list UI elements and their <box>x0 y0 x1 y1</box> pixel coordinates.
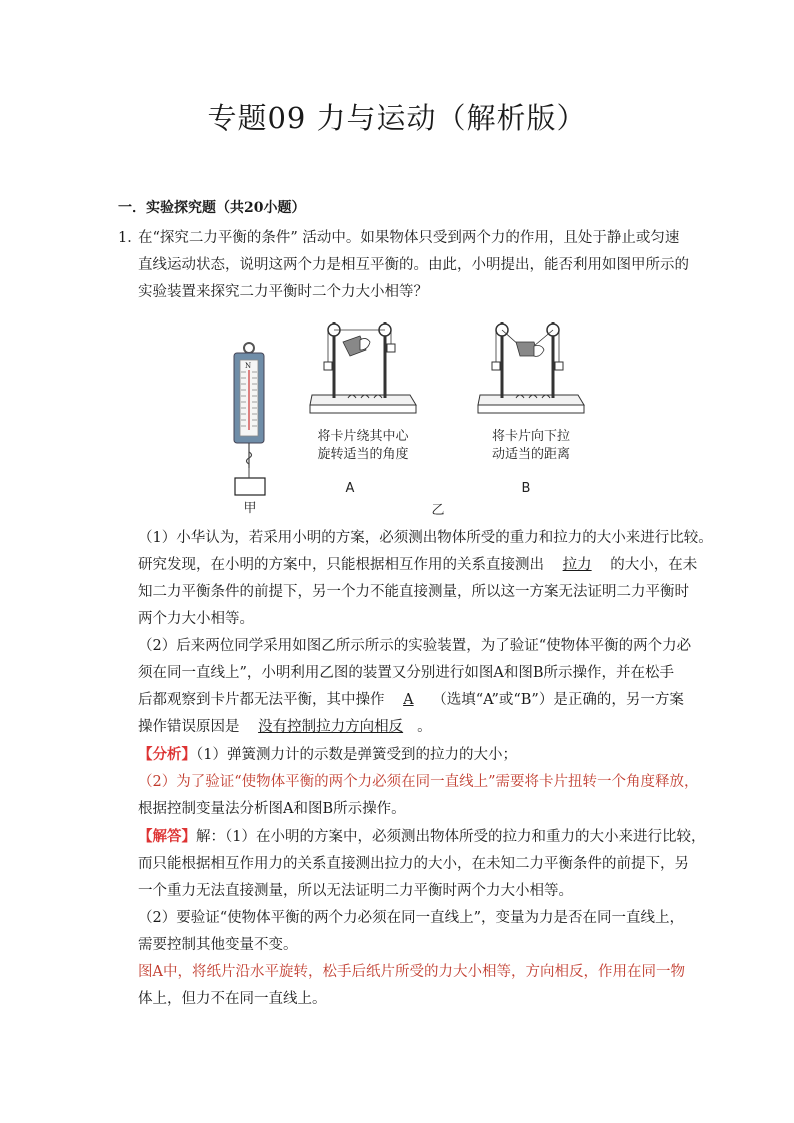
caption-b-line-1: 将卡片向下拉 <box>491 429 571 444</box>
label-yi: 乙 <box>431 503 445 518</box>
part1-line-1: （1）小华认为，若采用小明的方案，必须测出物体所受的重力和拉力的大小来进行比较。 <box>138 530 713 546</box>
experiment-figure <box>228 300 588 525</box>
caption-b-line-2: 动适当的距离 <box>491 447 571 462</box>
question-stem-line-2: 直线运动状态，说明这两个力是相互平衡的。由此，小明提出，能否利用如图甲所示的 <box>138 257 689 273</box>
analysis-line-1: 【分析】（1）弹簧测力计的示数是弹簧受到的拉力的大小； <box>138 746 517 763</box>
question-stem-line-1: 在“探究二力平衡的条件” 活动中。如果物体只受到两个力的作用，且处于静止或匀速 <box>138 230 680 246</box>
answer-blank-1: 拉力 <box>562 557 592 573</box>
part2-line-1: （2）后来两位同学采用如图乙所示所示的实验装置，为了验证“使物体平衡的两个力必 <box>138 638 692 654</box>
scale-unit-label: N <box>245 362 252 370</box>
question-number: 1． <box>118 230 142 246</box>
label-b: B <box>521 481 531 496</box>
answer-line-4: （2）要验证“使物体平衡的两个力必须在同一直线上”，变量为力是否在同一直线上， <box>138 910 685 926</box>
part2-line-3: 后都观察到卡片都无法平衡，其中操作 A （选填“A”或“B”）是正确的，另一方案 <box>138 692 684 708</box>
spring-scale-illustration <box>234 343 265 495</box>
analysis-line-3: 根据控制变量法分析图A和图B所示操作。 <box>138 801 406 817</box>
caption-a-line-1: 将卡片绕其中心 <box>317 429 409 444</box>
answer-line-3: 一个重力无法直接测量，所以无法证明二力平衡时两个力大小相等。 <box>138 883 573 899</box>
apparatus-b-illustration <box>478 322 584 496</box>
answer-line-7: 体上，但力不在同一直线上。 <box>138 991 327 1007</box>
apparatus-a-illustration <box>310 322 416 496</box>
answer-line-2: 而只能根据相互作用力的关系直接测出拉力的大小，在未知二力平衡条件的前提下，另 <box>138 856 689 872</box>
answer-blank-2: A <box>403 692 414 708</box>
answer-line-5: 需要控制其他变量不变。 <box>138 937 298 953</box>
answer-blank-3: 没有控制拉力方向相反 <box>258 719 404 735</box>
answer-line-1: 【解答】解：（1）在小明的方案中，必须测出物体所受的拉力和重力的大小来进行比较， <box>138 828 706 845</box>
analysis-tag: 【分析】 <box>138 746 196 763</box>
caption-a-line-2: 旋转适当的角度 <box>317 447 409 462</box>
section-heading: 一．实验探究题（共20小题） <box>118 200 306 216</box>
answer-line-6: 图A中，将纸片沿水平旋转，松手后纸片所受的力大小相等，方向相反，作用在同一物 <box>138 964 685 980</box>
part1-line-2: 研究发现，在小明的方案中，只能根据相互作用的关系直接测出 拉力 的大小，在未 <box>138 557 698 573</box>
analysis-line-2: （2）为了验证“使物体平衡的两个力必须在同一直线上”需要将卡片扭转一个角度释放， <box>138 774 699 790</box>
part1-line-3: 知二力平衡条件的前提下，另一个力不能直接测量，所以这一方案无法证明二力平衡时 <box>138 584 689 600</box>
label-a: A <box>345 481 355 496</box>
page-title: 专题09 力与运动（解析版） <box>207 101 587 135</box>
answer-tag: 【解答】 <box>138 828 196 845</box>
label-jia: 甲 <box>243 501 257 516</box>
part1-line-4: 两个力大小相等。 <box>138 611 254 627</box>
part2-line-4: 操作错误原因是 没有控制拉力方向相反 。 <box>138 719 432 735</box>
question-stem-line-3: 实验装置来探究二力平衡时二个力大小相等？ <box>138 284 428 300</box>
part2-line-2: 须在同一直线上”，小明利用乙图的装置又分别进行如图A和图B所示操作，并在松手 <box>138 665 675 681</box>
